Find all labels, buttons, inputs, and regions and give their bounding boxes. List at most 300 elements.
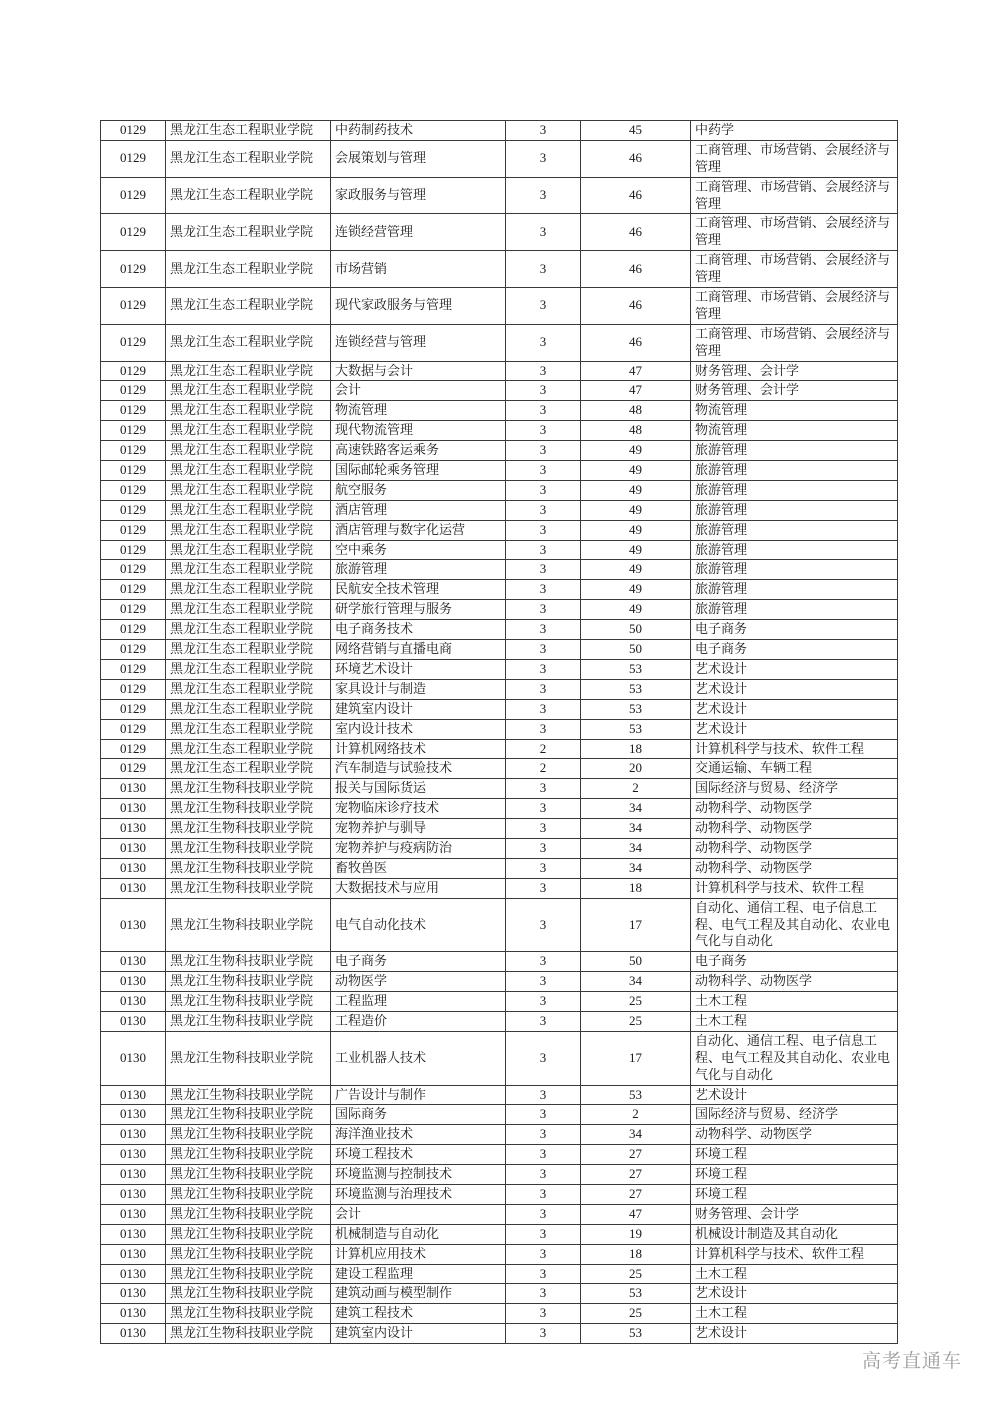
college-name-cell: 黑龙江生态工程职业学院 — [166, 480, 331, 500]
college-name-cell: 黑龙江生物科技职业学院 — [166, 1204, 331, 1224]
college-name-cell: 黑龙江生物科技职业学院 — [166, 1244, 331, 1264]
college-code-cell: 0130 — [101, 1184, 166, 1204]
college-code-cell: 0129 — [101, 441, 166, 461]
subjects-cell: 艺术设计 — [691, 659, 898, 679]
quota-cell: 3 — [506, 878, 581, 898]
score-cell: 49 — [581, 500, 691, 520]
subjects-cell: 物流管理 — [691, 401, 898, 421]
score-cell: 34 — [581, 972, 691, 992]
college-code-cell: 0129 — [101, 560, 166, 580]
score-cell: 19 — [581, 1224, 691, 1244]
score-cell: 50 — [581, 640, 691, 660]
college-code-cell: 0129 — [101, 177, 166, 214]
quota-cell: 3 — [506, 1125, 581, 1145]
major-name-cell: 中药制药技术 — [331, 121, 506, 141]
college-code-cell: 0130 — [101, 819, 166, 839]
quota-cell: 3 — [506, 972, 581, 992]
college-name-cell: 黑龙江生态工程职业学院 — [166, 324, 331, 361]
subjects-cell: 艺术设计 — [691, 699, 898, 719]
subjects-cell: 土木工程 — [691, 992, 898, 1012]
quota-cell: 3 — [506, 799, 581, 819]
major-name-cell: 宠物临床诊疗技术 — [331, 799, 506, 819]
college-name-cell: 黑龙江生态工程职业学院 — [166, 699, 331, 719]
table-row — [101, 779, 898, 799]
major-name-cell: 报关与国际货运 — [331, 779, 506, 799]
subjects-cell: 环境工程 — [691, 1165, 898, 1185]
college-code-cell: 0130 — [101, 992, 166, 1012]
subjects-cell: 工商管理、市场营销、会展经济与管理 — [691, 288, 898, 325]
subjects-cell: 环境工程 — [691, 1184, 898, 1204]
score-cell: 34 — [581, 799, 691, 819]
major-name-cell: 市场营销 — [331, 251, 506, 288]
major-name-cell: 物流管理 — [331, 401, 506, 421]
quota-cell: 3 — [506, 620, 581, 640]
college-name-cell: 黑龙江生态工程职业学院 — [166, 251, 331, 288]
quota-cell: 3 — [506, 324, 581, 361]
quota-cell: 3 — [506, 719, 581, 739]
major-name-cell: 环境监测与控制技术 — [331, 1165, 506, 1185]
subjects-cell: 艺术设计 — [691, 1284, 898, 1304]
table-row — [101, 140, 898, 177]
college-name-cell: 黑龙江生物科技职业学院 — [166, 779, 331, 799]
subjects-cell: 机械设计制造及其自动化 — [691, 1224, 898, 1244]
college-name-cell: 黑龙江生物科技职业学院 — [166, 1105, 331, 1125]
major-name-cell: 酒店管理 — [331, 500, 506, 520]
quota-cell: 3 — [506, 858, 581, 878]
quota-cell: 3 — [506, 1264, 581, 1284]
table-row — [101, 699, 898, 719]
major-name-cell: 畜牧兽医 — [331, 858, 506, 878]
subjects-cell: 中药学 — [691, 121, 898, 141]
score-cell: 17 — [581, 1031, 691, 1085]
college-name-cell: 黑龙江生态工程职业学院 — [166, 719, 331, 739]
quota-cell: 3 — [506, 699, 581, 719]
table-row — [101, 1031, 898, 1085]
college-code-cell: 0129 — [101, 640, 166, 660]
table-row — [101, 898, 898, 952]
major-name-cell: 海洋渔业技术 — [331, 1125, 506, 1145]
table-row — [101, 121, 898, 141]
college-code-cell: 0129 — [101, 461, 166, 481]
quota-cell: 3 — [506, 500, 581, 520]
score-cell: 34 — [581, 858, 691, 878]
college-name-cell: 黑龙江生态工程职业学院 — [166, 679, 331, 699]
score-cell: 18 — [581, 878, 691, 898]
quota-cell: 3 — [506, 540, 581, 560]
subjects-cell: 艺术设计 — [691, 719, 898, 739]
subjects-cell: 自动化、通信工程、电子信息工程、电气工程及其自动化、农业电气化与自动化 — [691, 1031, 898, 1085]
score-cell: 18 — [581, 1244, 691, 1264]
score-cell: 34 — [581, 838, 691, 858]
college-name-cell: 黑龙江生物科技职业学院 — [166, 1085, 331, 1105]
quota-cell: 3 — [506, 952, 581, 972]
college-code-cell: 0130 — [101, 878, 166, 898]
major-name-cell: 动物医学 — [331, 972, 506, 992]
college-name-cell: 黑龙江生态工程职业学院 — [166, 739, 331, 759]
subjects-cell: 国际经济与贸易、经济学 — [691, 1105, 898, 1125]
major-name-cell: 汽车制造与试验技术 — [331, 759, 506, 779]
quota-cell: 3 — [506, 1304, 581, 1324]
table-row — [101, 759, 898, 779]
score-cell: 46 — [581, 288, 691, 325]
quota-cell: 3 — [506, 1244, 581, 1264]
table-row — [101, 858, 898, 878]
score-cell: 46 — [581, 251, 691, 288]
college-name-cell: 黑龙江生物科技职业学院 — [166, 1165, 331, 1185]
college-code-cell: 0129 — [101, 699, 166, 719]
major-name-cell: 工程监理 — [331, 992, 506, 1012]
major-name-cell: 网络营销与直播电商 — [331, 640, 506, 660]
college-code-cell: 0130 — [101, 1204, 166, 1224]
college-name-cell: 黑龙江生态工程职业学院 — [166, 441, 331, 461]
major-name-cell: 工业机器人技术 — [331, 1031, 506, 1085]
college-name-cell: 黑龙江生物科技职业学院 — [166, 952, 331, 972]
college-code-cell: 0129 — [101, 251, 166, 288]
subjects-cell: 艺术设计 — [691, 679, 898, 699]
college-code-cell: 0130 — [101, 1125, 166, 1145]
college-code-cell: 0130 — [101, 1244, 166, 1264]
college-name-cell: 黑龙江生物科技职业学院 — [166, 972, 331, 992]
table-row — [101, 1284, 898, 1304]
major-name-cell: 国际商务 — [331, 1105, 506, 1125]
table-row — [101, 177, 898, 214]
score-cell: 53 — [581, 1324, 691, 1344]
score-cell: 50 — [581, 620, 691, 640]
major-name-cell: 电气自动化技术 — [331, 898, 506, 952]
quota-cell: 2 — [506, 739, 581, 759]
table-row — [101, 799, 898, 819]
table-row — [101, 324, 898, 361]
quota-cell: 3 — [506, 288, 581, 325]
table-row — [101, 421, 898, 441]
table-row — [101, 640, 898, 660]
score-cell: 53 — [581, 1085, 691, 1105]
major-name-cell: 计算机网络技术 — [331, 739, 506, 759]
quota-cell: 3 — [506, 1145, 581, 1165]
college-name-cell: 黑龙江生态工程职业学院 — [166, 461, 331, 481]
college-name-cell: 黑龙江生态工程职业学院 — [166, 140, 331, 177]
quota-cell: 3 — [506, 1224, 581, 1244]
table-body — [101, 121, 898, 1344]
table-row — [101, 1224, 898, 1244]
admissions-table — [100, 120, 898, 1344]
college-code-cell: 0129 — [101, 719, 166, 739]
quota-cell: 3 — [506, 1031, 581, 1085]
table-row — [101, 540, 898, 560]
table-row — [101, 1105, 898, 1125]
score-cell: 47 — [581, 381, 691, 401]
college-code-cell: 0130 — [101, 1031, 166, 1085]
subjects-cell: 环境工程 — [691, 1145, 898, 1165]
college-code-cell: 0129 — [101, 520, 166, 540]
quota-cell: 3 — [506, 640, 581, 660]
subjects-cell: 土木工程 — [691, 1304, 898, 1324]
college-code-cell: 0130 — [101, 1324, 166, 1344]
table-row — [101, 838, 898, 858]
score-cell: 25 — [581, 1011, 691, 1031]
college-name-cell: 黑龙江生态工程职业学院 — [166, 401, 331, 421]
college-name-cell: 黑龙江生态工程职业学院 — [166, 361, 331, 381]
college-name-cell: 黑龙江生物科技职业学院 — [166, 1011, 331, 1031]
subjects-cell: 计算机科学与技术、软件工程 — [691, 1244, 898, 1264]
quota-cell: 3 — [506, 679, 581, 699]
college-code-cell: 0130 — [101, 1304, 166, 1324]
major-name-cell: 建筑工程技术 — [331, 1304, 506, 1324]
table-row — [101, 441, 898, 461]
table-row — [101, 1244, 898, 1264]
college-code-cell: 0129 — [101, 600, 166, 620]
table-row — [101, 288, 898, 325]
score-cell: 27 — [581, 1165, 691, 1185]
college-code-cell: 0129 — [101, 659, 166, 679]
score-cell: 49 — [581, 480, 691, 500]
college-name-cell: 黑龙江生态工程职业学院 — [166, 600, 331, 620]
subjects-cell: 计算机科学与技术、软件工程 — [691, 878, 898, 898]
subjects-cell: 工商管理、市场营销、会展经济与管理 — [691, 177, 898, 214]
table-row — [101, 719, 898, 739]
subjects-cell: 电子商务 — [691, 952, 898, 972]
quota-cell: 3 — [506, 992, 581, 1012]
major-name-cell: 现代物流管理 — [331, 421, 506, 441]
major-name-cell: 电子商务 — [331, 952, 506, 972]
major-name-cell: 环境艺术设计 — [331, 659, 506, 679]
major-name-cell: 建设工程监理 — [331, 1264, 506, 1284]
college-name-cell: 黑龙江生态工程职业学院 — [166, 177, 331, 214]
college-code-cell: 0129 — [101, 580, 166, 600]
major-name-cell: 会计 — [331, 381, 506, 401]
score-cell: 2 — [581, 779, 691, 799]
college-code-cell: 0129 — [101, 140, 166, 177]
college-code-cell: 0129 — [101, 121, 166, 141]
subjects-cell: 物流管理 — [691, 421, 898, 441]
quota-cell: 3 — [506, 819, 581, 839]
major-name-cell: 宠物养护与驯导 — [331, 819, 506, 839]
score-cell: 49 — [581, 560, 691, 580]
major-name-cell: 现代家政服务与管理 — [331, 288, 506, 325]
subjects-cell: 工商管理、市场营销、会展经济与管理 — [691, 140, 898, 177]
table-row — [101, 560, 898, 580]
college-code-cell: 0130 — [101, 1105, 166, 1125]
major-name-cell: 广告设计与制作 — [331, 1085, 506, 1105]
college-code-cell: 0130 — [101, 858, 166, 878]
table-row — [101, 1011, 898, 1031]
subjects-cell: 工商管理、市场营销、会展经济与管理 — [691, 214, 898, 251]
college-name-cell: 黑龙江生态工程职业学院 — [166, 620, 331, 640]
watermark-text: 高考直通车 — [861, 1351, 962, 1372]
subjects-cell: 旅游管理 — [691, 540, 898, 560]
score-cell: 46 — [581, 177, 691, 214]
score-cell: 18 — [581, 739, 691, 759]
table-row — [101, 1125, 898, 1145]
college-code-cell: 0130 — [101, 972, 166, 992]
subjects-cell: 旅游管理 — [691, 600, 898, 620]
quota-cell: 3 — [506, 381, 581, 401]
score-cell: 27 — [581, 1145, 691, 1165]
subjects-cell: 动物科学、动物医学 — [691, 972, 898, 992]
subjects-cell: 动物科学、动物医学 — [691, 799, 898, 819]
score-cell: 48 — [581, 401, 691, 421]
score-cell: 34 — [581, 1125, 691, 1145]
table-row — [101, 878, 898, 898]
college-code-cell: 0130 — [101, 1011, 166, 1031]
college-code-cell: 0130 — [101, 779, 166, 799]
college-name-cell: 黑龙江生物科技职业学院 — [166, 858, 331, 878]
major-name-cell: 研学旅行管理与服务 — [331, 600, 506, 620]
score-cell: 2 — [581, 1105, 691, 1125]
major-name-cell: 连锁经营管理 — [331, 214, 506, 251]
score-cell: 46 — [581, 140, 691, 177]
table-row — [101, 401, 898, 421]
table-row — [101, 520, 898, 540]
score-cell: 49 — [581, 600, 691, 620]
major-name-cell: 宠物养护与疫病防治 — [331, 838, 506, 858]
score-cell: 46 — [581, 214, 691, 251]
quota-cell: 3 — [506, 401, 581, 421]
major-name-cell: 环境工程技术 — [331, 1145, 506, 1165]
major-name-cell: 空中乘务 — [331, 540, 506, 560]
table-row — [101, 600, 898, 620]
college-name-cell: 黑龙江生态工程职业学院 — [166, 421, 331, 441]
subjects-cell: 旅游管理 — [691, 580, 898, 600]
quota-cell: 3 — [506, 480, 581, 500]
subjects-cell: 财务管理、会计学 — [691, 1204, 898, 1224]
college-code-cell: 0130 — [101, 1145, 166, 1165]
subjects-cell: 交通运输、车辆工程 — [691, 759, 898, 779]
college-name-cell: 黑龙江生态工程职业学院 — [166, 759, 331, 779]
college-name-cell: 黑龙江生物科技职业学院 — [166, 1145, 331, 1165]
major-name-cell: 建筑动画与模型制作 — [331, 1284, 506, 1304]
quota-cell: 3 — [506, 520, 581, 540]
major-name-cell: 室内设计技术 — [331, 719, 506, 739]
college-code-cell: 0130 — [101, 1284, 166, 1304]
quota-cell: 3 — [506, 121, 581, 141]
table-row — [101, 1184, 898, 1204]
quota-cell: 3 — [506, 838, 581, 858]
subjects-cell: 财务管理、会计学 — [691, 381, 898, 401]
subjects-cell: 艺术设计 — [691, 1085, 898, 1105]
college-name-cell: 黑龙江生物科技职业学院 — [166, 992, 331, 1012]
quota-cell: 3 — [506, 659, 581, 679]
subjects-cell: 动物科学、动物医学 — [691, 1125, 898, 1145]
score-cell: 53 — [581, 699, 691, 719]
score-cell: 25 — [581, 1304, 691, 1324]
table-row — [101, 819, 898, 839]
table-row — [101, 361, 898, 381]
college-name-cell: 黑龙江生态工程职业学院 — [166, 659, 331, 679]
college-code-cell: 0129 — [101, 324, 166, 361]
score-cell: 34 — [581, 819, 691, 839]
quota-cell: 3 — [506, 461, 581, 481]
college-name-cell: 黑龙江生态工程职业学院 — [166, 640, 331, 660]
college-code-cell: 0130 — [101, 1264, 166, 1284]
table-row — [101, 659, 898, 679]
college-name-cell: 黑龙江生物科技职业学院 — [166, 898, 331, 952]
college-code-cell: 0129 — [101, 540, 166, 560]
major-name-cell: 国际邮轮乘务管理 — [331, 461, 506, 481]
score-cell: 49 — [581, 461, 691, 481]
college-name-cell: 黑龙江生态工程职业学院 — [166, 500, 331, 520]
score-cell: 53 — [581, 659, 691, 679]
major-name-cell: 大数据与会计 — [331, 361, 506, 381]
major-name-cell: 酒店管理与数字化运营 — [331, 520, 506, 540]
quota-cell: 3 — [506, 1085, 581, 1105]
table-row — [101, 500, 898, 520]
table-row — [101, 679, 898, 699]
major-name-cell: 会计 — [331, 1204, 506, 1224]
table-row — [101, 381, 898, 401]
major-name-cell: 机械制造与自动化 — [331, 1224, 506, 1244]
major-name-cell: 高速铁路客运乘务 — [331, 441, 506, 461]
subjects-cell: 艺术设计 — [691, 1324, 898, 1344]
college-code-cell: 0129 — [101, 401, 166, 421]
table-row — [101, 1165, 898, 1185]
score-cell: 47 — [581, 361, 691, 381]
college-code-cell: 0129 — [101, 288, 166, 325]
major-name-cell: 建筑室内设计 — [331, 1324, 506, 1344]
college-code-cell: 0129 — [101, 361, 166, 381]
quota-cell: 3 — [506, 441, 581, 461]
college-name-cell: 黑龙江生物科技职业学院 — [166, 1284, 331, 1304]
college-name-cell: 黑龙江生态工程职业学院 — [166, 580, 331, 600]
quota-cell: 3 — [506, 1184, 581, 1204]
score-cell: 27 — [581, 1184, 691, 1204]
college-name-cell: 黑龙江生态工程职业学院 — [166, 560, 331, 580]
score-cell: 17 — [581, 898, 691, 952]
table-row — [101, 739, 898, 759]
college-name-cell: 黑龙江生物科技职业学院 — [166, 799, 331, 819]
subjects-cell: 动物科学、动物医学 — [691, 858, 898, 878]
college-code-cell: 0130 — [101, 1224, 166, 1244]
score-cell: 48 — [581, 421, 691, 441]
college-name-cell: 黑龙江生态工程职业学院 — [166, 121, 331, 141]
score-cell: 53 — [581, 719, 691, 739]
college-code-cell: 0130 — [101, 1085, 166, 1105]
college-code-cell: 0129 — [101, 500, 166, 520]
quota-cell: 3 — [506, 421, 581, 441]
subjects-cell: 工商管理、市场营销、会展经济与管理 — [691, 324, 898, 361]
table-row — [101, 1324, 898, 1344]
college-name-cell: 黑龙江生物科技职业学院 — [166, 1304, 331, 1324]
quota-cell: 3 — [506, 251, 581, 288]
major-name-cell: 大数据技术与应用 — [331, 878, 506, 898]
quota-cell: 3 — [506, 1105, 581, 1125]
college-name-cell: 黑龙江生物科技职业学院 — [166, 838, 331, 858]
college-name-cell: 黑龙江生态工程职业学院 — [166, 540, 331, 560]
score-cell: 45 — [581, 121, 691, 141]
major-name-cell: 工程造价 — [331, 1011, 506, 1031]
quota-cell: 3 — [506, 1284, 581, 1304]
college-code-cell: 0129 — [101, 480, 166, 500]
subjects-cell: 电子商务 — [691, 640, 898, 660]
subjects-cell: 旅游管理 — [691, 461, 898, 481]
major-name-cell: 建筑室内设计 — [331, 699, 506, 719]
quota-cell: 3 — [506, 1165, 581, 1185]
table-row — [101, 580, 898, 600]
subjects-cell: 电子商务 — [691, 620, 898, 640]
quota-cell: 3 — [506, 600, 581, 620]
subjects-cell: 自动化、通信工程、电子信息工程、电气工程及其自动化、农业电气化与自动化 — [691, 898, 898, 952]
score-cell: 53 — [581, 1284, 691, 1304]
table-row — [101, 1085, 898, 1105]
college-name-cell: 黑龙江生物科技职业学院 — [166, 1125, 331, 1145]
college-code-cell: 0130 — [101, 799, 166, 819]
table-row — [101, 952, 898, 972]
major-name-cell: 连锁经营与管理 — [331, 324, 506, 361]
major-name-cell: 航空服务 — [331, 480, 506, 500]
subjects-cell: 土木工程 — [691, 1264, 898, 1284]
college-code-cell: 0129 — [101, 759, 166, 779]
score-cell: 47 — [581, 1204, 691, 1224]
